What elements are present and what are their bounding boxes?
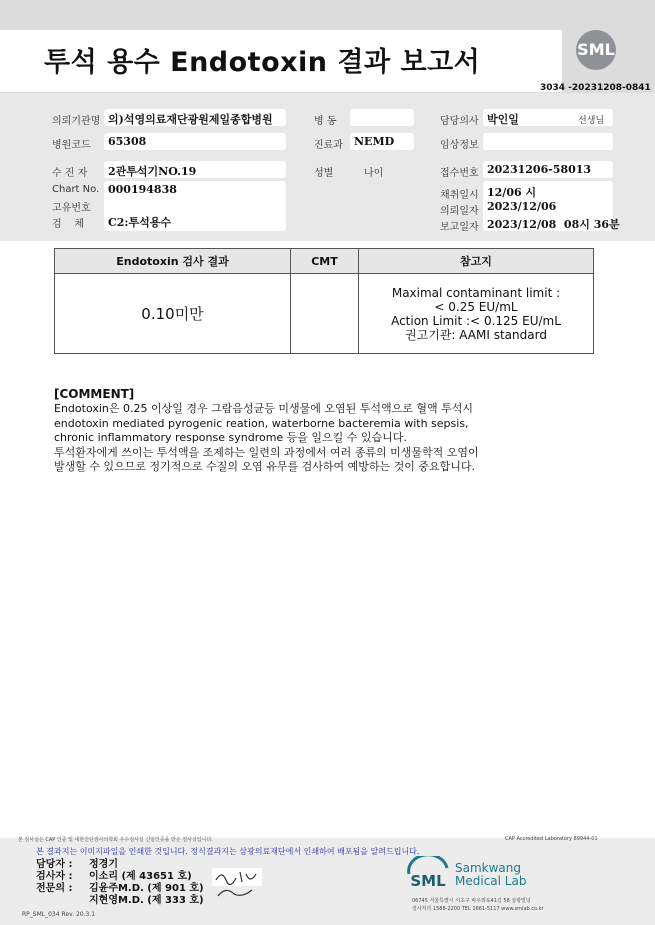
reference-cell bbox=[359, 274, 594, 354]
examiner-value: 이소리 (제 43651 호) bbox=[89, 871, 192, 882]
comment-body bbox=[54, 402, 614, 475]
reference-line: Action Limit :< 0.125 EU/mL bbox=[391, 313, 561, 328]
form-code: RP_SML_034 Rev. 20.3.1 bbox=[22, 911, 96, 918]
lab-logo-text: SML bbox=[410, 872, 446, 890]
fine-print-right: CAP Accredited Laboratory 89944-01 bbox=[505, 836, 598, 842]
clinical-info-label: 임상정보 bbox=[440, 140, 479, 151]
lab-name bbox=[455, 862, 526, 888]
institution-value: 의)석영의료재단광원제일종합병원 bbox=[108, 113, 273, 126]
cmt-value-cell bbox=[291, 274, 359, 354]
institution-label: 의뢰기관명 bbox=[52, 116, 101, 127]
department-value: NEMD bbox=[354, 135, 395, 148]
result-value-cell bbox=[55, 274, 291, 354]
lab-name-line2: Medical Lab bbox=[455, 874, 527, 888]
sex-label: 성별 bbox=[314, 168, 334, 179]
age-label: 나이 bbox=[364, 168, 384, 179]
reference-line: Maximal contaminant limit : bbox=[391, 285, 561, 300]
chart-no-label: Chart No. bbox=[52, 184, 100, 195]
specimen-value: C2:투석용수 bbox=[108, 216, 171, 229]
report-id-line1: 3034 -20231208-0841 bbox=[540, 83, 651, 93]
reference-column-header: 참고지 bbox=[359, 249, 594, 274]
ward-field bbox=[350, 109, 414, 126]
comment-line: 발생할 수 있으므로 정기적으로 수질의 오염 유무를 검사하여 예방하는 것이 중요합니다. bbox=[54, 460, 475, 473]
samkwang-logo-icon bbox=[405, 856, 451, 894]
comment-line: chronic inflammatory response syndrome 등을 일으킬 수 있습니다. bbox=[54, 431, 407, 444]
receiver-label: 수 진 자 bbox=[52, 168, 88, 179]
comment-line: endotoxin mediated pyrogenic reation, waterborne bacteremia with sepsis, bbox=[54, 416, 469, 430]
specimen-label: 검 체 bbox=[52, 219, 85, 230]
comment-line: Endotoxin은 0.25 이상일 경우 그람음성균등 미생물에 오염된 투석액으로 혈액 투석시 bbox=[54, 402, 473, 415]
result-column-header: Endotoxin 검사 결과 bbox=[55, 249, 291, 274]
sml-logo: SML bbox=[576, 30, 616, 70]
lab-name-line1: Samkwang bbox=[455, 861, 521, 875]
unique-no-label: 고유번호 bbox=[52, 203, 91, 214]
department-label: 진료과 bbox=[314, 140, 343, 151]
doctor-suffix: 선생님 bbox=[578, 116, 605, 126]
reference-line: < 0.25 EU/mL bbox=[434, 299, 518, 314]
reporter-label: 담당자 : bbox=[36, 859, 73, 870]
specialist-label: 전문의 : bbox=[36, 883, 73, 894]
ward-label: 병 동 bbox=[314, 116, 337, 127]
report-date-label: 보고일자 bbox=[440, 222, 479, 233]
result-value: 0.10미만 bbox=[141, 305, 204, 323]
doctor-label: 담당의사 bbox=[440, 116, 479, 127]
receiver-value: 2관투석기NO.19 bbox=[108, 165, 197, 178]
request-date-label: 의뢰일자 bbox=[440, 206, 479, 217]
comment-line: 투석환자에게 쓰이는 투석액을 조제하는 일련의 과정에서 여러 종류의 미생물학적 오염이 bbox=[54, 445, 479, 459]
doctor-value: 박인일 bbox=[487, 113, 519, 126]
collection-date-value: 12/06 시 bbox=[487, 186, 537, 199]
collection-date-label: 채취일시 bbox=[440, 190, 479, 201]
fine-print-left: 본 검사실은 CAP 인증 및 대한진단검사의학회 우수검사실 신임인증을 받은 검사실입니다. bbox=[18, 837, 213, 843]
receipt-no-value: 20231206-58013 bbox=[487, 163, 592, 176]
hospital-code-value: 65308 bbox=[108, 135, 147, 148]
chart-no-value: 000194838 bbox=[108, 183, 177, 196]
report-title: 투석 용수 Endotoxin 결과 보고서 bbox=[44, 47, 481, 78]
request-date-value: 2023/12/06 bbox=[487, 200, 557, 213]
lab-address: 06745 서울특별시 서초구 바우뫼로41길 58 삼광빌딩 bbox=[412, 898, 531, 904]
cmt-column-header: CMT bbox=[291, 249, 359, 274]
specialist-1: 김윤주M.D. (제 901 호) bbox=[89, 883, 204, 894]
report-date-value: 2023/12/08 08시 36분 bbox=[487, 218, 620, 231]
hospital-code-label: 병원코드 bbox=[52, 140, 91, 151]
reference-line: 권고기관: AAMI standard bbox=[405, 327, 547, 342]
specialist-2: 지현영M.D. (제 333 호) bbox=[89, 895, 204, 906]
signature-image bbox=[212, 868, 264, 900]
clinical-info-field bbox=[483, 133, 613, 150]
reporter-value: 정경기 bbox=[89, 859, 118, 870]
lab-contact: 검사처리 1588-2200 TEL 1661-5117 www.smlab.co.kr bbox=[412, 906, 544, 912]
result-table bbox=[54, 248, 594, 354]
comment-heading: [COMMENT] bbox=[54, 387, 135, 401]
footer-notice: 본 결과지는 이미지파일을 인쇄한 것입니다. 정식결과지는 삼광의료재단에서 인쇄하여 배포됨을 알려드립니다. bbox=[36, 847, 420, 856]
receipt-no-label: 접수번호 bbox=[440, 168, 479, 179]
examiner-label: 검사자 : bbox=[36, 871, 73, 882]
